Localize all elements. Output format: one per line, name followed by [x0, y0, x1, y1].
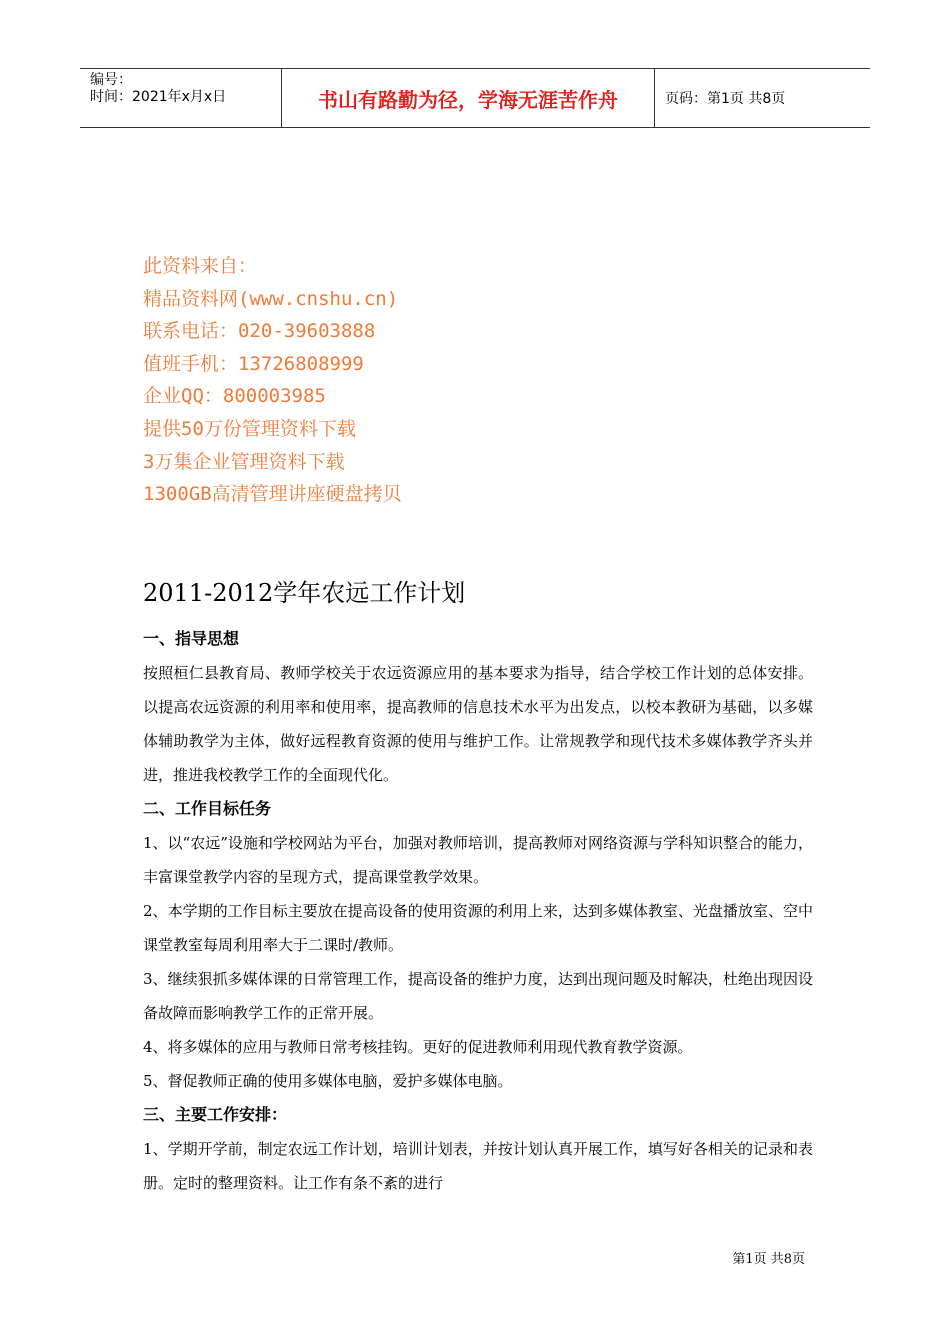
- promo-line: 1300GB高清管理讲座硬盘拷贝: [143, 483, 402, 506]
- section-paragraph: 1、学期开学前，制定农远工作计划，培训计划表，并按计划认真开展工作，填写好各相关的记录和表册。定时的整理资料。让工作有条不紊的进行: [143, 1140, 813, 1192]
- document-title: 2011-2012学年农远工作计划: [143, 579, 466, 607]
- section-paragraph: 2、本学期的工作目标主要放在提高设备的使用资源的利用上来，达到多媒体教室、光盘播放室、空中课堂教室每周利用率大于二课时/教师。: [143, 902, 813, 954]
- promo-line: 此资料来自：: [143, 255, 258, 277]
- promo-block: [143, 250, 402, 511]
- promo-line: 值班手机：13726808999: [143, 352, 364, 375]
- section-paragraph: 按照桓仁县教育局、教师学校关于农远资源应用的基本要求为指导，结合学校工作计划的总体安排。以提高农远资源的利用率和使用率，提高教师的信息技术水平为出发点，以校本教研为基础，以多媒体辅助教学为主体，做好远程教育资源的使用与维护工作。让常规教学和现代技术多媒体教学齐头并进，推进我校教学工作的全面现代化。: [143, 664, 813, 784]
- page-header: [80, 68, 870, 128]
- number-label: 编号：: [90, 72, 132, 88]
- promo-line: 联系电话：020-39603888: [143, 320, 376, 343]
- document-body: [143, 622, 813, 1200]
- section-heading: 三、主要工作安排：: [143, 1105, 288, 1124]
- header-motto: 书山有路勤为径，学海无涯苦作舟: [281, 69, 655, 127]
- time-label: 时间：2021年x月x日: [90, 89, 227, 105]
- section-heading: 二、工作目标任务: [143, 799, 272, 818]
- promo-line: 3万集企业管理资料下载: [143, 450, 345, 473]
- section-paragraph: 3、继续狠抓多媒体课的日常管理工作，提高设备的维护力度，达到出现问题及时解决，杜绝出现因设备故障而影响教学工作的正常开展。: [143, 970, 813, 1022]
- page-footer: 第1页 共8页: [732, 1252, 805, 1267]
- header-meta: [80, 69, 281, 127]
- promo-line: 提供50万份管理资料下载: [143, 417, 356, 440]
- section-paragraph: 1、以“农远”设施和学校网站为平台，加强对教师培训，提高教师对网络资源与学科知识整合的能力，丰富课堂教学内容的呈现方式，提高课堂教学效果。: [143, 834, 813, 886]
- section-paragraph: 5、督促教师正确的使用多媒体电脑，爱护多媒体电脑。: [143, 1072, 513, 1090]
- header-page-info: 页码：第1页 共8页: [665, 91, 786, 107]
- promo-line: 精品资料网(www.cnshu.cn): [143, 287, 399, 310]
- promo-line: 企业QQ：800003985: [143, 385, 326, 408]
- section-paragraph: 4、将多媒体的应用与教师日常考核挂钩。更好的促进教师利用现代教育教学资源。: [143, 1038, 693, 1056]
- section-heading: 一、指导思想: [143, 629, 240, 648]
